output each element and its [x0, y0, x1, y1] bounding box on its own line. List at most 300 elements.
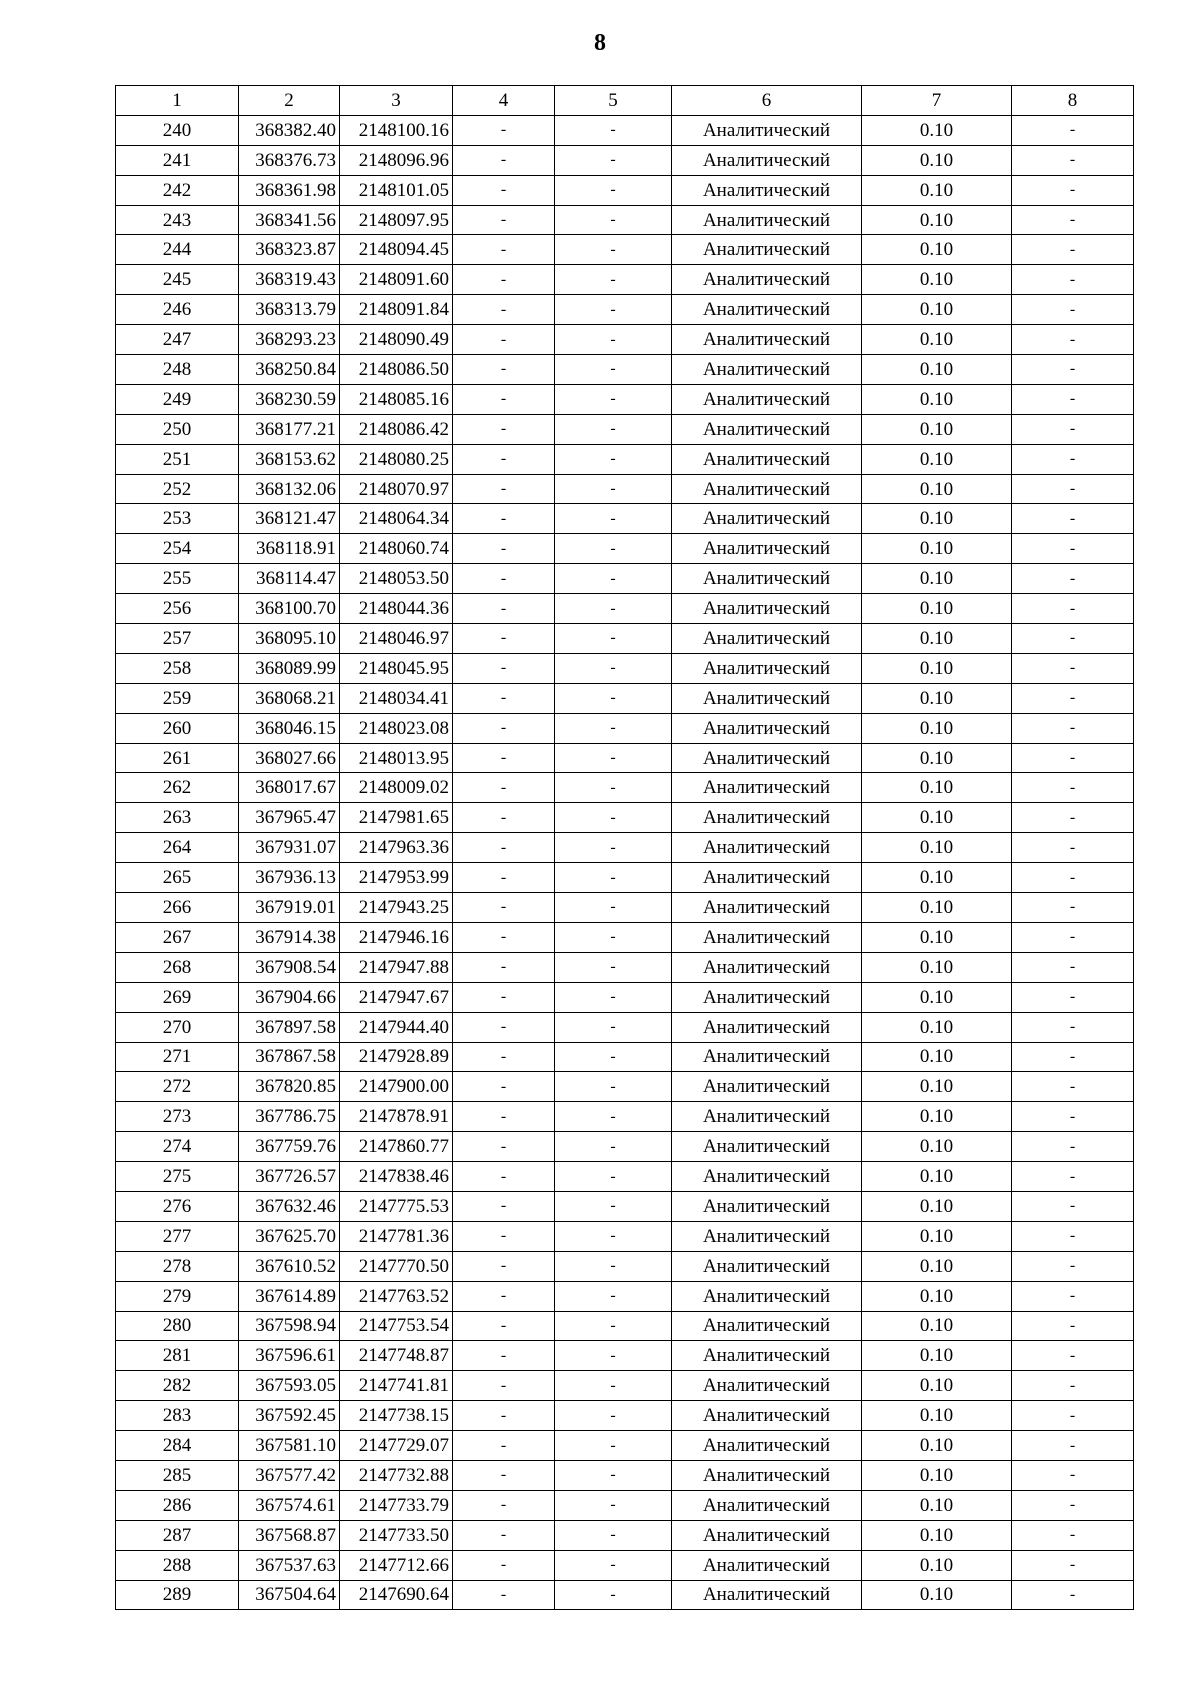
column-4-cell: - — [453, 1520, 555, 1550]
y-coordinate-cell: 2147947.88 — [340, 952, 453, 982]
column-5-cell: - — [555, 1520, 672, 1550]
method-cell: Аналитический — [672, 145, 862, 175]
column-8-cell: - — [1012, 474, 1134, 504]
x-coordinate-cell: 367581.10 — [239, 1431, 340, 1461]
y-coordinate-cell: 2148044.36 — [340, 594, 453, 624]
point-number-cell: 265 — [116, 863, 239, 893]
point-number-cell: 288 — [116, 1550, 239, 1580]
point-number-cell: 286 — [116, 1490, 239, 1520]
x-coordinate-cell: 368293.23 — [239, 325, 340, 355]
column-4-cell: - — [453, 564, 555, 594]
table-row — [116, 713, 1134, 743]
table-row — [116, 235, 1134, 265]
method-cell: Аналитический — [672, 743, 862, 773]
accuracy-cell: 0.10 — [862, 1072, 1012, 1102]
table-row — [116, 474, 1134, 504]
column-4-cell: - — [453, 1012, 555, 1042]
column-5-cell: - — [555, 1251, 672, 1281]
x-coordinate-cell: 367614.89 — [239, 1281, 340, 1311]
table-row — [116, 534, 1134, 564]
method-cell: Аналитический — [672, 1132, 862, 1162]
accuracy-cell: 0.10 — [862, 982, 1012, 1012]
method-cell: Аналитический — [672, 1162, 862, 1192]
y-coordinate-cell: 2148045.95 — [340, 653, 453, 683]
accuracy-cell: 0.10 — [862, 653, 1012, 683]
column-8-cell: - — [1012, 504, 1134, 534]
method-cell: Аналитический — [672, 1012, 862, 1042]
table-row — [116, 1012, 1134, 1042]
point-number-cell: 264 — [116, 833, 239, 863]
table-row — [116, 355, 1134, 385]
point-number-cell: 251 — [116, 444, 239, 474]
x-coordinate-cell: 367504.64 — [239, 1580, 340, 1610]
point-number-cell: 287 — [116, 1520, 239, 1550]
table-row — [116, 414, 1134, 444]
column-4-cell: - — [453, 1191, 555, 1221]
table-row — [116, 1490, 1134, 1520]
point-number-cell: 279 — [116, 1281, 239, 1311]
point-number-cell: 274 — [116, 1132, 239, 1162]
y-coordinate-cell: 2147712.66 — [340, 1550, 453, 1580]
column-4-cell: - — [453, 355, 555, 385]
table-row — [116, 863, 1134, 893]
column-header: 3 — [340, 86, 453, 116]
point-number-cell: 253 — [116, 504, 239, 534]
x-coordinate-cell: 367897.58 — [239, 1012, 340, 1042]
point-number-cell: 268 — [116, 952, 239, 982]
x-coordinate-cell: 367610.52 — [239, 1251, 340, 1281]
point-number-cell: 278 — [116, 1251, 239, 1281]
column-4-cell: - — [453, 922, 555, 952]
method-cell: Аналитический — [672, 893, 862, 923]
table-row — [116, 115, 1134, 145]
y-coordinate-cell: 2147732.88 — [340, 1460, 453, 1490]
table-row — [116, 773, 1134, 803]
column-8-cell: - — [1012, 414, 1134, 444]
x-coordinate-cell: 368068.21 — [239, 683, 340, 713]
y-coordinate-cell: 2147748.87 — [340, 1341, 453, 1371]
x-coordinate-cell: 367908.54 — [239, 952, 340, 982]
point-number-cell: 242 — [116, 175, 239, 205]
x-coordinate-cell: 368361.98 — [239, 175, 340, 205]
method-cell: Аналитический — [672, 325, 862, 355]
column-8-cell: - — [1012, 1401, 1134, 1431]
x-coordinate-cell: 368153.62 — [239, 444, 340, 474]
column-4-cell: - — [453, 594, 555, 624]
column-4-cell: - — [453, 653, 555, 683]
accuracy-cell: 0.10 — [862, 1401, 1012, 1431]
x-coordinate-cell: 368046.15 — [239, 713, 340, 743]
column-5-cell: - — [555, 1162, 672, 1192]
method-cell: Аналитический — [672, 833, 862, 863]
column-8-cell: - — [1012, 1580, 1134, 1610]
column-4-cell: - — [453, 624, 555, 654]
method-cell: Аналитический — [672, 1431, 862, 1461]
accuracy-cell: 0.10 — [862, 1281, 1012, 1311]
column-8-cell: - — [1012, 325, 1134, 355]
method-cell: Аналитический — [672, 384, 862, 414]
y-coordinate-cell: 2147729.07 — [340, 1431, 453, 1461]
column-8-cell: - — [1012, 982, 1134, 1012]
y-coordinate-cell: 2148070.97 — [340, 474, 453, 504]
y-coordinate-cell: 2147690.64 — [340, 1580, 453, 1610]
column-4-cell: - — [453, 683, 555, 713]
column-5-cell: - — [555, 355, 672, 385]
point-number-cell: 248 — [116, 355, 239, 385]
method-cell: Аналитический — [672, 1251, 862, 1281]
column-8-cell: - — [1012, 1341, 1134, 1371]
column-8-cell: - — [1012, 1012, 1134, 1042]
column-4-cell: - — [453, 893, 555, 923]
column-8-cell: - — [1012, 1072, 1134, 1102]
y-coordinate-cell: 2148085.16 — [340, 384, 453, 414]
column-8-cell: - — [1012, 683, 1134, 713]
x-coordinate-cell: 367965.47 — [239, 803, 340, 833]
accuracy-cell: 0.10 — [862, 952, 1012, 982]
column-8-cell: - — [1012, 295, 1134, 325]
method-cell: Аналитический — [672, 1401, 862, 1431]
column-4-cell: - — [453, 1221, 555, 1251]
y-coordinate-cell: 2147947.67 — [340, 982, 453, 1012]
column-5-cell: - — [555, 893, 672, 923]
y-coordinate-cell: 2148090.49 — [340, 325, 453, 355]
column-5-cell: - — [555, 1102, 672, 1132]
table-row — [116, 145, 1134, 175]
x-coordinate-cell: 367598.94 — [239, 1311, 340, 1341]
accuracy-cell: 0.10 — [862, 1460, 1012, 1490]
table-row — [116, 1311, 1134, 1341]
x-coordinate-cell: 367786.75 — [239, 1102, 340, 1132]
column-5-cell: - — [555, 1072, 672, 1102]
column-4-cell: - — [453, 773, 555, 803]
column-8-cell: - — [1012, 743, 1134, 773]
table-row — [116, 1580, 1134, 1610]
column-8-cell: - — [1012, 235, 1134, 265]
column-8-cell: - — [1012, 145, 1134, 175]
table-row — [116, 1162, 1134, 1192]
accuracy-cell: 0.10 — [862, 1102, 1012, 1132]
column-5-cell: - — [555, 1460, 672, 1490]
y-coordinate-cell: 2147775.53 — [340, 1191, 453, 1221]
table-header — [116, 86, 1134, 116]
column-4-cell: - — [453, 115, 555, 145]
table-row — [116, 1520, 1134, 1550]
method-cell: Аналитический — [672, 952, 862, 982]
method-cell: Аналитический — [672, 1371, 862, 1401]
column-8-cell: - — [1012, 1132, 1134, 1162]
table-row — [116, 1341, 1134, 1371]
method-cell: Аналитический — [672, 504, 862, 534]
column-5-cell: - — [555, 384, 672, 414]
table-row — [116, 265, 1134, 295]
column-8-cell: - — [1012, 653, 1134, 683]
x-coordinate-cell: 368027.66 — [239, 743, 340, 773]
y-coordinate-cell: 2147928.89 — [340, 1042, 453, 1072]
x-coordinate-cell: 368121.47 — [239, 504, 340, 534]
column-4-cell: - — [453, 205, 555, 235]
column-4-cell: - — [453, 1102, 555, 1132]
accuracy-cell: 0.10 — [862, 922, 1012, 952]
table-row — [116, 175, 1134, 205]
point-number-cell: 267 — [116, 922, 239, 952]
column-5-cell: - — [555, 205, 672, 235]
column-8-cell: - — [1012, 1431, 1134, 1461]
column-8-cell: - — [1012, 1550, 1134, 1580]
method-cell: Аналитический — [672, 444, 862, 474]
table-row — [116, 1072, 1134, 1102]
column-4-cell: - — [453, 175, 555, 205]
accuracy-cell: 0.10 — [862, 1580, 1012, 1610]
column-8-cell: - — [1012, 922, 1134, 952]
y-coordinate-cell: 2148009.02 — [340, 773, 453, 803]
point-number-cell: 266 — [116, 893, 239, 923]
column-4-cell: - — [453, 803, 555, 833]
x-coordinate-cell: 368089.99 — [239, 653, 340, 683]
column-5-cell: - — [555, 325, 672, 355]
x-coordinate-cell: 368114.47 — [239, 564, 340, 594]
y-coordinate-cell: 2147963.36 — [340, 833, 453, 863]
y-coordinate-cell: 2147738.15 — [340, 1401, 453, 1431]
y-coordinate-cell: 2147781.36 — [340, 1221, 453, 1251]
column-5-cell: - — [555, 175, 672, 205]
point-number-cell: 273 — [116, 1102, 239, 1132]
point-number-cell: 284 — [116, 1431, 239, 1461]
x-coordinate-cell: 367574.61 — [239, 1490, 340, 1520]
table-row — [116, 1281, 1134, 1311]
table-row — [116, 683, 1134, 713]
column-4-cell: - — [453, 1341, 555, 1371]
accuracy-cell: 0.10 — [862, 1371, 1012, 1401]
column-8-cell: - — [1012, 803, 1134, 833]
method-cell: Аналитический — [672, 205, 862, 235]
y-coordinate-cell: 2148100.16 — [340, 115, 453, 145]
point-number-cell: 282 — [116, 1371, 239, 1401]
point-number-cell: 250 — [116, 414, 239, 444]
point-number-cell: 280 — [116, 1311, 239, 1341]
header-row — [116, 86, 1134, 116]
accuracy-cell: 0.10 — [862, 1162, 1012, 1192]
y-coordinate-cell: 2147753.54 — [340, 1311, 453, 1341]
y-coordinate-cell: 2148034.41 — [340, 683, 453, 713]
method-cell: Аналитический — [672, 922, 862, 952]
column-5-cell: - — [555, 115, 672, 145]
accuracy-cell: 0.10 — [862, 1191, 1012, 1221]
accuracy-cell: 0.10 — [862, 444, 1012, 474]
point-number-cell: 247 — [116, 325, 239, 355]
column-header: 6 — [672, 86, 862, 116]
x-coordinate-cell: 367577.42 — [239, 1460, 340, 1490]
column-5-cell: - — [555, 474, 672, 504]
column-5-cell: - — [555, 295, 672, 325]
method-cell: Аналитический — [672, 1221, 862, 1251]
column-4-cell: - — [453, 1281, 555, 1311]
method-cell: Аналитический — [672, 295, 862, 325]
accuracy-cell: 0.10 — [862, 414, 1012, 444]
method-cell: Аналитический — [672, 594, 862, 624]
table-row — [116, 952, 1134, 982]
column-4-cell: - — [453, 1072, 555, 1102]
point-number-cell: 283 — [116, 1401, 239, 1431]
column-8-cell: - — [1012, 1371, 1134, 1401]
y-coordinate-cell: 2147946.16 — [340, 922, 453, 952]
table-row — [116, 1191, 1134, 1221]
column-5-cell: - — [555, 624, 672, 654]
x-coordinate-cell: 367632.46 — [239, 1191, 340, 1221]
table-row — [116, 1102, 1134, 1132]
x-coordinate-cell: 368341.56 — [239, 205, 340, 235]
accuracy-cell: 0.10 — [862, 773, 1012, 803]
column-4-cell: - — [453, 1251, 555, 1281]
table-row — [116, 833, 1134, 863]
method-cell: Аналитический — [672, 1580, 862, 1610]
column-8-cell: - — [1012, 1042, 1134, 1072]
y-coordinate-cell: 2148101.05 — [340, 175, 453, 205]
column-5-cell: - — [555, 982, 672, 1012]
column-8-cell: - — [1012, 893, 1134, 923]
x-coordinate-cell: 368382.40 — [239, 115, 340, 145]
column-4-cell: - — [453, 952, 555, 982]
table-row — [116, 922, 1134, 952]
table-row — [116, 205, 1134, 235]
column-4-cell: - — [453, 295, 555, 325]
column-4-cell: - — [453, 1371, 555, 1401]
column-5-cell: - — [555, 1490, 672, 1520]
method-cell: Аналитический — [672, 115, 862, 145]
table-row — [116, 504, 1134, 534]
x-coordinate-cell: 368132.06 — [239, 474, 340, 504]
x-coordinate-cell: 368118.91 — [239, 534, 340, 564]
column-4-cell: - — [453, 1490, 555, 1520]
method-cell: Аналитический — [672, 713, 862, 743]
column-4-cell: - — [453, 1162, 555, 1192]
table-row — [116, 444, 1134, 474]
y-coordinate-cell: 2147733.79 — [340, 1490, 453, 1520]
method-cell: Аналитический — [672, 803, 862, 833]
column-8-cell: - — [1012, 1102, 1134, 1132]
column-8-cell: - — [1012, 1490, 1134, 1520]
accuracy-cell: 0.10 — [862, 1251, 1012, 1281]
accuracy-cell: 0.10 — [862, 474, 1012, 504]
column-8-cell: - — [1012, 624, 1134, 654]
y-coordinate-cell: 2147878.91 — [340, 1102, 453, 1132]
x-coordinate-cell: 367904.66 — [239, 982, 340, 1012]
column-5-cell: - — [555, 1221, 672, 1251]
column-4-cell: - — [453, 1460, 555, 1490]
method-cell: Аналитический — [672, 624, 862, 654]
column-8-cell: - — [1012, 952, 1134, 982]
column-4-cell: - — [453, 1431, 555, 1461]
x-coordinate-cell: 368095.10 — [239, 624, 340, 654]
x-coordinate-cell: 368100.70 — [239, 594, 340, 624]
column-4-cell: - — [453, 1132, 555, 1162]
accuracy-cell: 0.10 — [862, 504, 1012, 534]
column-8-cell: - — [1012, 175, 1134, 205]
x-coordinate-cell: 367867.58 — [239, 1042, 340, 1072]
column-8-cell: - — [1012, 205, 1134, 235]
point-number-cell: 259 — [116, 683, 239, 713]
column-4-cell: - — [453, 534, 555, 564]
accuracy-cell: 0.10 — [862, 594, 1012, 624]
method-cell: Аналитический — [672, 534, 862, 564]
column-5-cell: - — [555, 414, 672, 444]
point-number-cell: 255 — [116, 564, 239, 594]
x-coordinate-cell: 367596.61 — [239, 1341, 340, 1371]
column-4-cell: - — [453, 1311, 555, 1341]
column-5-cell: - — [555, 594, 672, 624]
column-8-cell: - — [1012, 1162, 1134, 1192]
accuracy-cell: 0.10 — [862, 1431, 1012, 1461]
column-8-cell: - — [1012, 713, 1134, 743]
table-row — [116, 295, 1134, 325]
table-row — [116, 1431, 1134, 1461]
point-number-cell: 257 — [116, 624, 239, 654]
method-cell: Аналитический — [672, 1460, 862, 1490]
table-row — [116, 803, 1134, 833]
accuracy-cell: 0.10 — [862, 1311, 1012, 1341]
method-cell: Аналитический — [672, 683, 862, 713]
y-coordinate-cell: 2148060.74 — [340, 534, 453, 564]
column-4-cell: - — [453, 713, 555, 743]
table-row — [116, 564, 1134, 594]
method-cell: Аналитический — [672, 265, 862, 295]
column-8-cell: - — [1012, 1311, 1134, 1341]
x-coordinate-cell: 367919.01 — [239, 893, 340, 923]
column-4-cell: - — [453, 145, 555, 175]
x-coordinate-cell: 367537.63 — [239, 1550, 340, 1580]
point-number-cell: 285 — [116, 1460, 239, 1490]
method-cell: Аналитический — [672, 235, 862, 265]
point-number-cell: 244 — [116, 235, 239, 265]
column-5-cell: - — [555, 1401, 672, 1431]
column-4-cell: - — [453, 474, 555, 504]
point-number-cell: 271 — [116, 1042, 239, 1072]
y-coordinate-cell: 2147953.99 — [340, 863, 453, 893]
page-number: 8 — [594, 30, 606, 56]
x-coordinate-cell: 367592.45 — [239, 1401, 340, 1431]
accuracy-cell: 0.10 — [862, 115, 1012, 145]
x-coordinate-cell: 368250.84 — [239, 355, 340, 385]
table-row — [116, 1132, 1134, 1162]
column-4-cell: - — [453, 325, 555, 355]
y-coordinate-cell: 2148091.60 — [340, 265, 453, 295]
x-coordinate-cell: 367936.13 — [239, 863, 340, 893]
table-row — [116, 325, 1134, 355]
point-number-cell: 240 — [116, 115, 239, 145]
accuracy-cell: 0.10 — [862, 205, 1012, 235]
x-coordinate-cell: 368177.21 — [239, 414, 340, 444]
column-8-cell: - — [1012, 265, 1134, 295]
x-coordinate-cell: 367914.38 — [239, 922, 340, 952]
point-number-cell: 261 — [116, 743, 239, 773]
y-coordinate-cell: 2148053.50 — [340, 564, 453, 594]
method-cell: Аналитический — [672, 1550, 862, 1580]
column-header: 2 — [239, 86, 340, 116]
x-coordinate-cell: 367726.57 — [239, 1162, 340, 1192]
column-8-cell: - — [1012, 444, 1134, 474]
point-number-cell: 241 — [116, 145, 239, 175]
y-coordinate-cell: 2148046.97 — [340, 624, 453, 654]
y-coordinate-cell: 2148086.50 — [340, 355, 453, 385]
accuracy-cell: 0.10 — [862, 713, 1012, 743]
table-row — [116, 1550, 1134, 1580]
column-header: 5 — [555, 86, 672, 116]
column-5-cell: - — [555, 534, 672, 564]
table-row — [116, 1042, 1134, 1072]
y-coordinate-cell: 2147944.40 — [340, 1012, 453, 1042]
point-number-cell: 276 — [116, 1191, 239, 1221]
table-row — [116, 1221, 1134, 1251]
column-8-cell: - — [1012, 773, 1134, 803]
